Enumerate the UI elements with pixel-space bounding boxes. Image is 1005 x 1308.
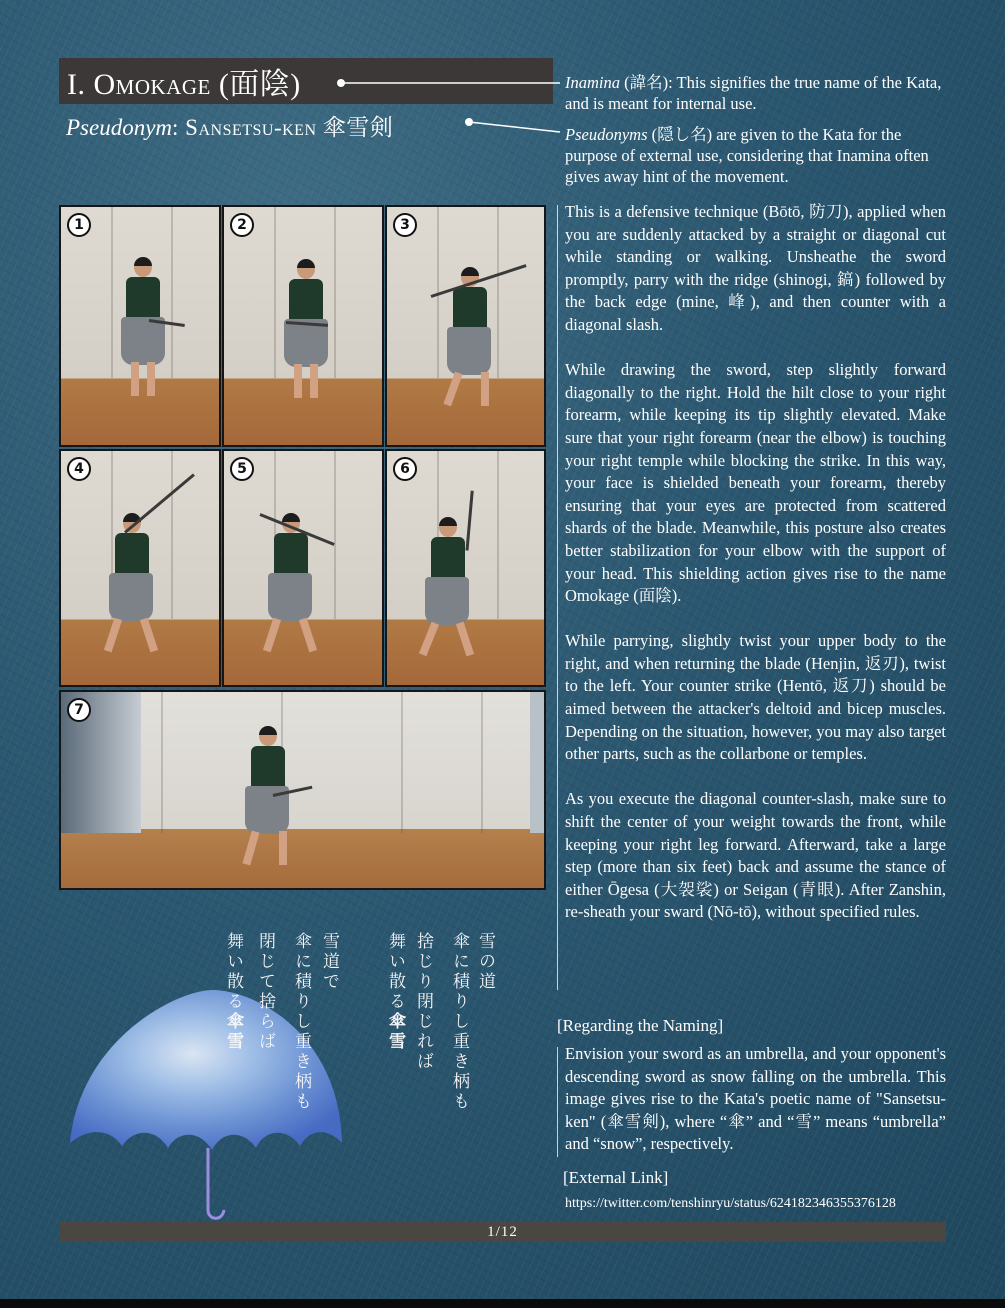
photo-step-6 [385,449,546,687]
poem-line: 閉じて捨らば [255,932,275,1052]
inamina-term: Inamina [565,73,620,92]
step-number-badge: 2 [230,213,254,237]
poem-line: 捨じり閉じれば [413,932,433,1072]
poem-line: 雪道で [319,932,339,992]
pseudonyms-text: (隠し名) are given to the Kata for the purpose of external use, considering that Inamina often gives away hint of the movement. [565,125,929,186]
paragraph-counter: As you execute the diagonal counter-slash, make sure to shift the center of your weight towards the front, while keeping your right leg forward. Afterward, take a large step (more than six feet) back and assume the stance of either Ōgesa (大袈裟) or Seigan (青眼). After Zanshin, re-sheath your sward (Nō-tō), without specified rules. [565,789,946,922]
poem-emphasis: 傘雪 [223,1012,243,1052]
pseudonym-label: Pseudonym [66,115,173,140]
page-number: 1/12 [487,1223,518,1240]
poem-text: 舞い散る [223,932,243,1012]
poem-line: 雪の道 [475,932,495,992]
pseudonyms-note [565,124,950,187]
page-footer [59,1222,946,1242]
paragraph-technique: This is a defensive technique (Bōtō, 防刀), applied when you are suddenly attacked by a straight or diagonal cut while standing or walking. Unsheathe the sword promptly, parry with the ridge (shinogi, 鎬) followed by the back edge (mine, 峰), and then counter with a diagonal slash. [565,202,946,334]
step-number-badge: 5 [230,457,254,481]
poem-line: 傘に積りし重き柄も [449,932,469,1112]
photo-step-2 [222,205,384,447]
photo-step-5 [222,449,384,687]
page-title: I. Omokage (面陰) [67,68,301,101]
naming-heading: [Regarding the Naming] [557,1016,724,1035]
poem-emphasis: 傘雪 [385,1012,405,1052]
step-number-badge: 1 [67,213,91,237]
photo-step-3 [385,205,546,447]
poem-line: 傘に積りし重き柄も [291,932,311,1112]
window-curtain [530,692,544,833]
pseudonym-name: : Sansetsu-ken 傘雪剣 [172,115,394,140]
inamina-text: (諱名): This signifies the true name of the Kata, and is meant for internal use. [565,73,942,113]
inamina-note [565,72,950,114]
photo-sequence [59,205,546,890]
pseudonyms-term: Pseudonyms [565,125,648,144]
external-link-heading: [External Link] [563,1168,669,1187]
column-divider [557,1047,558,1157]
poem-line [220,932,246,1052]
main-description [565,201,946,947]
paragraph-parrying: While parrying, slightly twist your upper body to the right, and when returning the blade (Henjin, 返刃), twist to the left. Your counter strike (Hentō, 返刀) should be aimed between the attacker's deltoid and bicep muscles. Depending on the situation, however, you may also target other parts, such as the collarbone or temples. [565,631,946,764]
title-connector-line [335,76,565,136]
paragraph-drawing: While drawing the sword, step slightly forward diagonally to the right. Hold the hilt close to your right forearm, while keeping its tip slightly elevated. Make sure that your right forearm (near the elbow) is touching your right temple while blocking the strike. In this way, your face is shielded beneath your forearm, thereby ensuring that your eyes are protected from scattered shards of the blade. Meanwhile, this posture also creates better stabilization for your elbow with the support of your head. This shielding action gives rise to the name Omokage (面陰). [565,360,946,606]
bottom-edge-bar [0,1299,1005,1308]
poem-line [382,932,408,1052]
photo-step-7 [59,690,546,890]
external-link-url[interactable]: https://twitter.com/tenshinryu/status/624182346355376128 [565,1196,896,1211]
step-number-badge: 4 [67,457,91,481]
step-number-badge: 6 [393,457,417,481]
step-number-badge: 7 [67,698,91,722]
step-number-badge: 3 [393,213,417,237]
column-divider [557,205,558,990]
photo-step-1 [59,205,221,447]
naming-text: Envision your sword as an umbrella, and your opponent's descending sword as snow falling on the umbrella. This image gives rise to the Kata's poetic name of "Sansetsu-ken" (傘雪剣), where “傘” and “雪” means “umbrella” and “snow”, respectively. [565,1044,946,1154]
poem-text: 舞い散る [385,932,405,1012]
photo-step-4 [59,449,221,687]
